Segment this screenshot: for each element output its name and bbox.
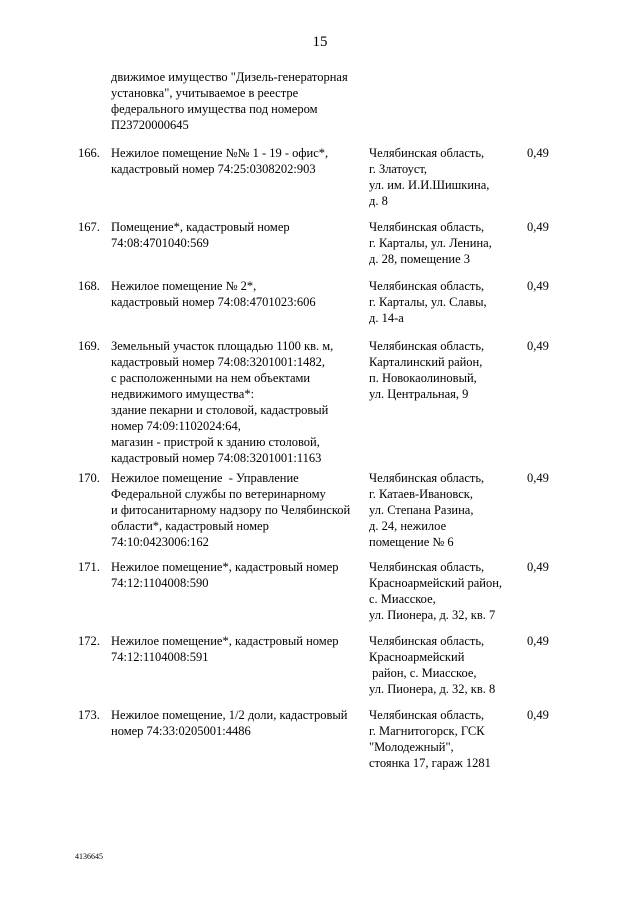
description-line: и фитосанитарному надзору по Челябинской [111,503,351,517]
address-line: помещение № 6 [369,535,454,549]
description-line: Помещение*, кадастровый номер [111,220,290,234]
description-line: Нежилое помещение - Управление [111,471,299,485]
description-line: 74:12:1104008:591 [111,650,209,664]
entry-address [369,145,519,209]
entry-address [369,707,519,771]
continuation-line: П23720000645 [111,118,189,132]
address-line: д. 8 [369,194,388,208]
description-line: кадастровый номер 74:08:3201001:1482, [111,355,325,369]
continuation-line: движимое имущество "Дизель-генераторная [111,70,348,84]
description-line: номер 74:33:0205001:4486 [111,724,251,738]
description-line: магазин - пристрой к зданию столовой, [111,435,320,449]
description-line: кадастровый номер 74:25:0308202:903 [111,162,316,176]
entry-description [111,633,363,665]
entry-value: 0,49 [527,220,549,234]
address-line: Челябинская область, [369,560,485,574]
address-line: с. Миасское, [369,592,436,606]
page-number: 15 [312,34,328,50]
address-line: д. 14-а [369,311,404,325]
description-line: номер 74:09:1102024:64, [111,419,241,433]
address-line: Красноармейский [369,650,465,664]
entry-number: 171. [78,560,100,574]
continuation-text [111,69,381,133]
document-code: 4136645 [75,852,103,861]
description-line: кадастровый номер 74:08:4701023:606 [111,295,316,309]
address-line: г. Катаев-Ивановск, [369,487,473,501]
address-line: г. Магнитогорск, ГСК [369,724,485,738]
entry-value: 0,49 [527,560,549,574]
entry-address [369,559,519,623]
entry-description [111,278,363,310]
address-line: Карталинский район, [369,355,483,369]
entry-number: 170. [78,471,100,485]
address-line: Челябинская область, [369,146,485,160]
address-line: Челябинская область, [369,708,485,722]
address-line: Челябинская область, [369,634,485,648]
entry-description [111,707,363,739]
address-line: д. 24, нежилое [369,519,447,533]
description-line: Нежилое помещение, 1/2 доли, кадастровый [111,708,348,722]
address-line: стоянка 17, гараж 1281 [369,756,491,770]
entry-number: 166. [78,146,100,160]
description-line: 74:12:1104008:590 [111,576,209,590]
address-line: Красноармейский район, [369,576,503,590]
description-line: 74:10:0423006:162 [111,535,209,549]
entry-address [369,278,519,326]
address-line: ул. Пионера, д. 32, кв. 8 [369,682,496,696]
description-line: Нежилое помещение*, кадастровый номер [111,634,339,648]
entry-number: 169. [78,339,100,353]
entry-value: 0,49 [527,708,549,722]
address-line: ул. им. И.И.Шишкина, [369,178,490,192]
address-line: Челябинская область, [369,339,485,353]
entry-number: 167. [78,220,100,234]
description-line: Федеральной службы по ветеринарному [111,487,326,501]
address-line: район, с. Миасское, [369,666,477,680]
address-line: Челябинская область, [369,471,485,485]
description-line: области*, кадастровый номер [111,519,269,533]
continuation-line: федерального имущества под номером [111,102,318,116]
description-line: с расположенными на нем объектами [111,371,311,385]
description-line: Нежилое помещение*, кадастровый номер [111,560,339,574]
entry-address [369,338,519,402]
description-line: Нежилое помещение №№ 1 - 19 - офис*, [111,146,329,160]
entry-value: 0,49 [527,146,549,160]
entry-description [111,470,363,550]
description-line: здание пекарни и столовой, кадастровый [111,403,329,417]
address-line: Челябинская область, [369,220,485,234]
address-line: д. 28, помещение 3 [369,252,470,266]
address-line: ул. Центральная, 9 [369,387,469,401]
entry-value: 0,49 [527,339,549,353]
entry-description [111,145,363,177]
entry-number: 168. [78,279,100,293]
description-line: недвижимого имущества*: [111,387,255,401]
address-line: ул. Пионера, д. 32, кв. 7 [369,608,496,622]
entry-number: 172. [78,634,100,648]
entry-description [111,338,363,466]
entry-value: 0,49 [527,279,549,293]
entry-address [369,633,519,697]
continuation-line: установка", учитываемое в реестре [111,86,299,100]
description-line: кадастровый номер 74:08:3201001:1163 [111,451,322,465]
entry-value: 0,49 [527,471,549,485]
address-line: "Молодежный", [369,740,454,754]
description-line: Нежилое помещение № 2*, [111,279,257,293]
address-line: ул. Степана Разина, [369,503,474,517]
entry-description [111,219,363,251]
address-line: г. Карталы, ул. Ленина, [369,236,492,250]
description-line: 74:08:4701040:569 [111,236,209,250]
entry-description [111,559,363,591]
entry-address [369,219,519,267]
address-line: г. Карталы, ул. Славы, [369,295,487,309]
address-line: п. Новокаолиновый, [369,371,477,385]
entry-value: 0,49 [527,634,549,648]
entry-address [369,470,519,550]
address-line: г. Златоуст, [369,162,428,176]
address-line: Челябинская область, [369,279,485,293]
description-line: Земельный участок площадью 1100 кв. м, [111,339,334,353]
entry-number: 173. [78,708,100,722]
